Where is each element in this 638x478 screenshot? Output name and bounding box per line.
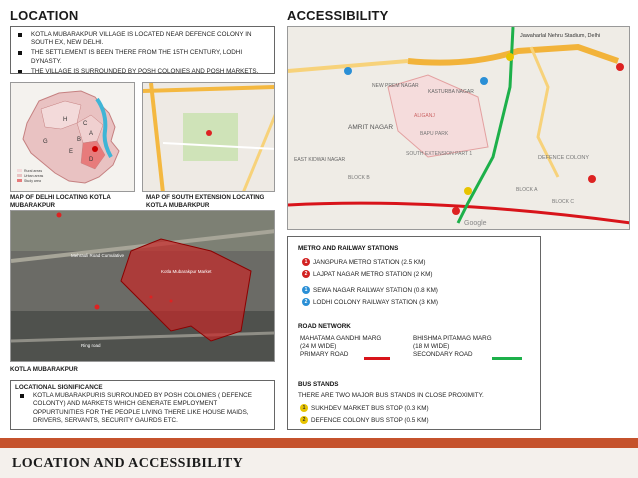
map-marker-junction: [452, 207, 460, 215]
south-ext-location-pin: [206, 130, 212, 136]
metro-item-2-badge: 2: [302, 270, 310, 278]
aerial-pin-3: [150, 296, 153, 299]
legend-swatch-study: [17, 179, 22, 182]
bus-item-1-badge: 1: [300, 404, 308, 412]
delhi-map-svg: [11, 83, 135, 192]
primary-road-type: PRIMARY ROAD: [300, 351, 349, 359]
aerial-label-mehrauli: Mehrauli Road Cumulative: [71, 253, 125, 258]
location-description-box: [10, 26, 275, 74]
main-road-top: [143, 87, 275, 91]
zone-label-e: E: [69, 149, 74, 155]
railway-item-2-badge: 2: [302, 298, 310, 306]
metro-item-2: [302, 270, 432, 278]
aerial-pin-1: [57, 213, 62, 218]
aerial-map: [10, 210, 275, 362]
footer-accent-bar: [0, 438, 638, 448]
secondary-road-width: (18 M WIDE): [413, 343, 450, 351]
aerial-pin-2: [95, 305, 100, 310]
metro-section-title: METRO AND RAILWAY STATIONS: [298, 245, 399, 252]
map-label-defence-colony: DEFENCE COLONY: [538, 155, 590, 161]
legend-study: Study area: [24, 179, 41, 183]
delhi-map: [10, 82, 135, 192]
map-label-block-b: BLOCK B: [348, 175, 370, 181]
zone-label-d: D: [89, 157, 94, 163]
map-marker-metro-1: [616, 63, 624, 71]
map-label-block-a: BLOCK A: [516, 187, 538, 193]
location-bullet-2: THE SETTLEMENT IS BEEN THERE FROM THE 15TH CENTURY, LODHI DYNASTY.: [13, 49, 268, 65]
zone-label-a: A: [89, 131, 94, 137]
location-heading: LOCATION: [10, 8, 79, 23]
zone-label-c: C: [83, 121, 88, 127]
accessibility-heading: ACCESSIBILITY: [287, 8, 389, 23]
map-label-bapu-park: BAPU PARK: [420, 131, 449, 137]
legend-rural: Rural areas: [24, 169, 43, 173]
legend-urban: Urban areas: [24, 174, 44, 178]
map-marker-railway-1: [344, 67, 352, 75]
location-bullet-1: KOTLA MUBARAKPUR VILLAGE IS LOCATED NEAR DEFENCE COLONY IN SOUTH EX, NEW DELHI.: [13, 31, 268, 47]
study-area-dot: [92, 146, 98, 152]
aerial-caption: KOTLA MUBARAKPUR: [10, 366, 78, 373]
bus-item-2-label: DEFENCE COLONY BUS STOP (0.5 KM): [311, 416, 429, 424]
accessibility-details-box: [287, 236, 541, 430]
railway-item-1-label: SEWA NAGAR RAILWAY STATION (0.8 KM): [313, 286, 438, 294]
bus-intro: THERE ARE TWO MAJOR BUS STANDS IN CLOSE PROXIMITY.: [298, 392, 484, 399]
map-label-stadium: Jawaharlal Nehru Stadium, Delhi: [520, 33, 601, 39]
south-extension-map: [142, 82, 275, 192]
map-marker-bus-2: [464, 187, 472, 195]
bus-item-2-badge: 2: [300, 416, 308, 424]
aerial-label-market: Kotla Mubarakpur Market: [161, 269, 212, 274]
zone-label-h: H: [63, 117, 68, 123]
zone-label-b: B: [77, 137, 82, 143]
map-label-block-c: BLOCK C: [552, 199, 574, 205]
south-extension-map-svg: [143, 83, 275, 192]
footer-title: LOCATION AND ACCESSIBILITY: [12, 456, 244, 471]
railway-item-1: [302, 286, 438, 294]
south-extension-caption: MAP OF SOUTH EXTENSION LOCATING KOTLA MUBARKPUR: [146, 194, 265, 209]
bus-item-1: [300, 404, 429, 412]
metro-item-1-label: JANGPURA METRO STATION (2.5 KM): [313, 258, 426, 266]
railway-item-1-badge: 1: [302, 286, 310, 294]
metro-item-1: [302, 258, 425, 266]
railway-item-2: [302, 298, 438, 306]
map-label-google: Google: [464, 220, 487, 227]
bus-item-1-label: SUKHDEV MARKET BUS STOP (0.3 KM): [311, 404, 429, 412]
road-right: [243, 113, 275, 192]
metro-item-2-label: LAJPAT NAGAR METRO STATION (2 KM): [313, 270, 433, 278]
delhi-map-caption: MAP OF DELHI LOCATING KOTLA MUBARAKPUR: [10, 194, 111, 209]
zone-label-g: G: [43, 139, 48, 145]
map-marker-railway-2: [480, 77, 488, 85]
accessibility-map-svg: [288, 27, 630, 230]
significance-text: KOTLA MUBARAKPURIS SURROUNDED BY POSH COLONIES ( DEFENCE COLONTY) AND MARKETS WHICH GENERATE EMPLOYMENT OPPURTUNITIES FOR THE PEOPLE LIVING THERE LIKE HOUSE MAIDS, DRIVERS, SERVANTS, SECURITY GAURDS ETC.: [15, 392, 268, 425]
main-road-left: [151, 83, 163, 192]
primary-road-info: [300, 335, 410, 360]
map-label-aliganj: ALIGANJ: [414, 113, 435, 119]
map-label-east-kidwai: EAST KIDWAI NAGAR: [294, 157, 346, 163]
legend-swatch-urban: [17, 174, 22, 177]
road-section-title: ROAD NETWORK: [298, 323, 351, 330]
park-area: [183, 113, 238, 161]
significance-title: LOCATIONAL SIGNIFICANCE: [15, 384, 103, 391]
bus-section-title: BUS STANDS: [298, 381, 339, 388]
map-marker-bus-1: [506, 53, 514, 61]
secondary-road-type: SECONDARY ROAD: [413, 351, 473, 359]
primary-road-width: (24 M WIDE): [300, 343, 337, 351]
aerial-map-svg: [11, 211, 275, 362]
bus-item-2: [300, 416, 429, 424]
map-label-kasturba-nagar: KASTURBA NAGAR: [428, 89, 474, 95]
legend-swatch-rural: [17, 169, 22, 172]
primary-road-legend-line: [364, 357, 390, 360]
map-label-amrit-nagar: AMRIT NAGAR: [348, 124, 394, 131]
railway-item-2-label: LODHI COLONY RAILWAY STATION (3 KM): [313, 298, 439, 306]
map-label-new-prem-nagar: NEW PREM NAGAR: [372, 83, 419, 89]
secondary-road-info: [413, 335, 533, 360]
map-marker-metro-2: [588, 175, 596, 183]
map-label-south-extension: SOUTH EXTENSION PART 1: [406, 151, 473, 157]
location-bullet-3: THE VILLAGE IS SURROUNDED BY POSH COLONIES AND POSH MARKETS.: [13, 68, 268, 76]
aerial-label-ring-road: Ring road: [81, 343, 101, 348]
primary-road-name: MAHATAMA GANDHI MARG: [300, 335, 382, 342]
accessibility-map: [287, 26, 630, 230]
metro-item-1-badge: 1: [302, 258, 310, 266]
secondary-road-legend-line: [492, 357, 522, 360]
aerial-pin-4: [170, 300, 173, 303]
locational-significance-box: [10, 380, 275, 430]
secondary-road-name: BHISHMA PITAMAG MARG: [413, 335, 492, 342]
